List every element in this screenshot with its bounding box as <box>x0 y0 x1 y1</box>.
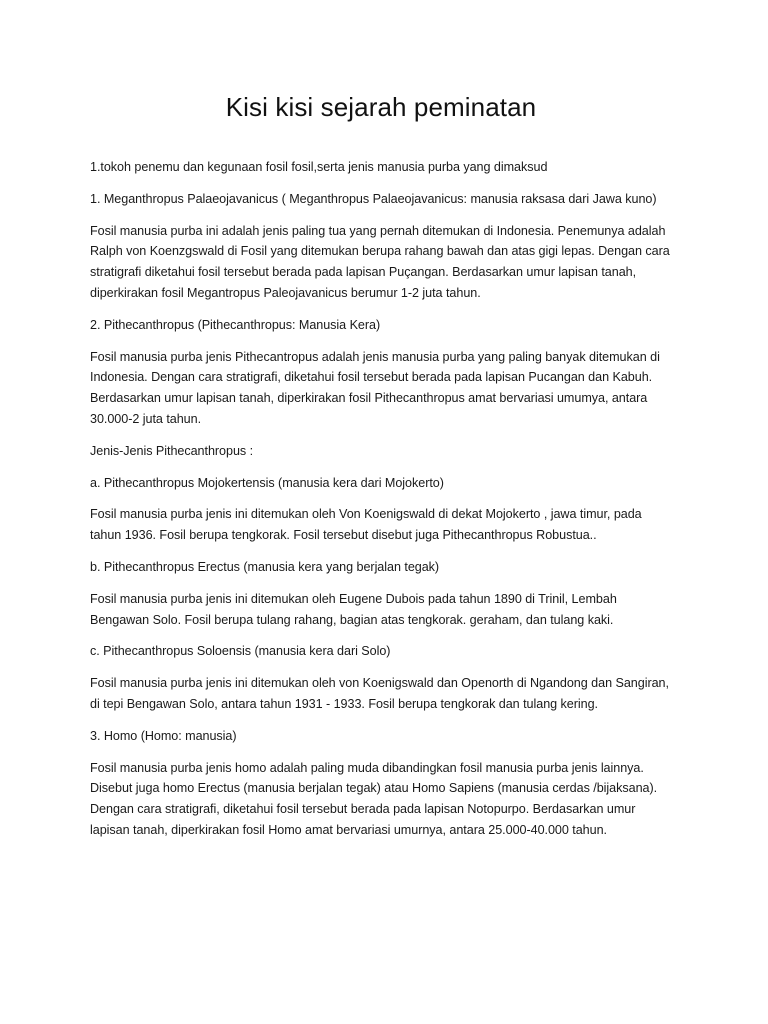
section-heading-homo: 3. Homo (Homo: manusia) <box>90 728 237 743</box>
subheading-erectus: b. Pithecanthropus Erectus (manusia kera yang berjalan tegak) <box>90 559 440 574</box>
section-heading-pithecanthropus: 2. Pithecanthropus (Pithecanthropus: Manusia Kera) <box>90 317 381 332</box>
paragraph-homo: Fosil manusia purba jenis homo adalah paling muda dibandingkan fosil manusia purba jenis lainnya. Disebut juga homo Erectus (manusia berjalan tegak) atau Homo Sapiens (manusia cerdas /bijaksana). Dengan cara stratigrafi, diketahui fosil tersebut berada pada lapisan Notopurpo. Berdasarkan umur lapisan tanah, diperkirakan fosil Homo amat bervariasi umurnya, antara 25.000-40.000 tahun. <box>90 760 658 837</box>
subheading-soloensis: c. Pithecanthropus Soloensis (manusia kera dari Solo) <box>90 644 391 659</box>
paragraph-pithecanthropus: Fosil manusia purba jenis Pithecantropus adalah jenis manusia purba yang paling banyak ditemukan di Indonesia. Dengan cara stratigrafi, diketahui fosil tersebut berada pada lapisan Pucangan dan Kabuh. Berdasarkan umur lapisan tanah, diperkirakan fosil Pithecanthropus amat bervariasi umumya, antara 30.000-2 juta tahun. <box>90 349 660 426</box>
document-title: Kisi kisi sejarah peminatan <box>225 92 537 122</box>
paragraph-mojokertensis: Fosil manusia purba jenis ini ditemukan oleh Von Koenigswald di dekat Mojokerto , jawa timur, pada tahun 1936. Fosil berupa tengkorak. Fosil tersebut disebut juga Pithecanthropus Robustua.. <box>90 507 642 543</box>
subheading-jenis-pithecanthropus: Jenis-Jenis Pithecanthropus : <box>90 443 254 458</box>
paragraph-soloensis: Fosil manusia purba jenis ini ditemukan oleh von Koenigswald dan Openorth di Ngandong dan Sangiran, di tepi Bengawan Solo, antara tahun 1931 - 1933. Fosil berupa tengkorak dan tulang kering. <box>90 676 669 711</box>
section-heading-meganthropus: 1. Meganthropus Palaeojavanicus ( Meganthropus Palaeojavanicus: manusia raksasa dari Jawa kuno) <box>90 191 657 206</box>
subheading-mojokertensis: a. Pithecanthropus Mojokertensis (manusia kera dari Mojokerto) <box>90 475 444 490</box>
section-heading-intro: 1.tokoh penemu dan kegunaan fosil fosil,serta jenis manusia purba yang dimaksud <box>90 160 548 174</box>
paragraph-erectus: Fosil manusia purba jenis ini ditemukan oleh Eugene Dubois pada tahun 1890 di Trinil, Lembah Bengawan Solo. Fosil berupa tulang rahang, bagian atas tengkorak. geraham, dan tulang kaki. <box>90 591 617 627</box>
paragraph-meganthropus: Fosil manusia purba ini adalah jenis paling tua yang pernah ditemukan di Indonesia. Penemunya adalah Ralph von Koenzgswald di Fosil yang ditemukan berupa rahang bawah dan atas gigi lepas. Dengan cara stratigrafi diketahui fosil tersebut berada pada lapisan Puçangan. Berdasarkan umur lapisan tanah, diperkirakan fosil Megantropus Paleojavanicus berumur 1-2 juta tahun. <box>90 223 670 300</box>
